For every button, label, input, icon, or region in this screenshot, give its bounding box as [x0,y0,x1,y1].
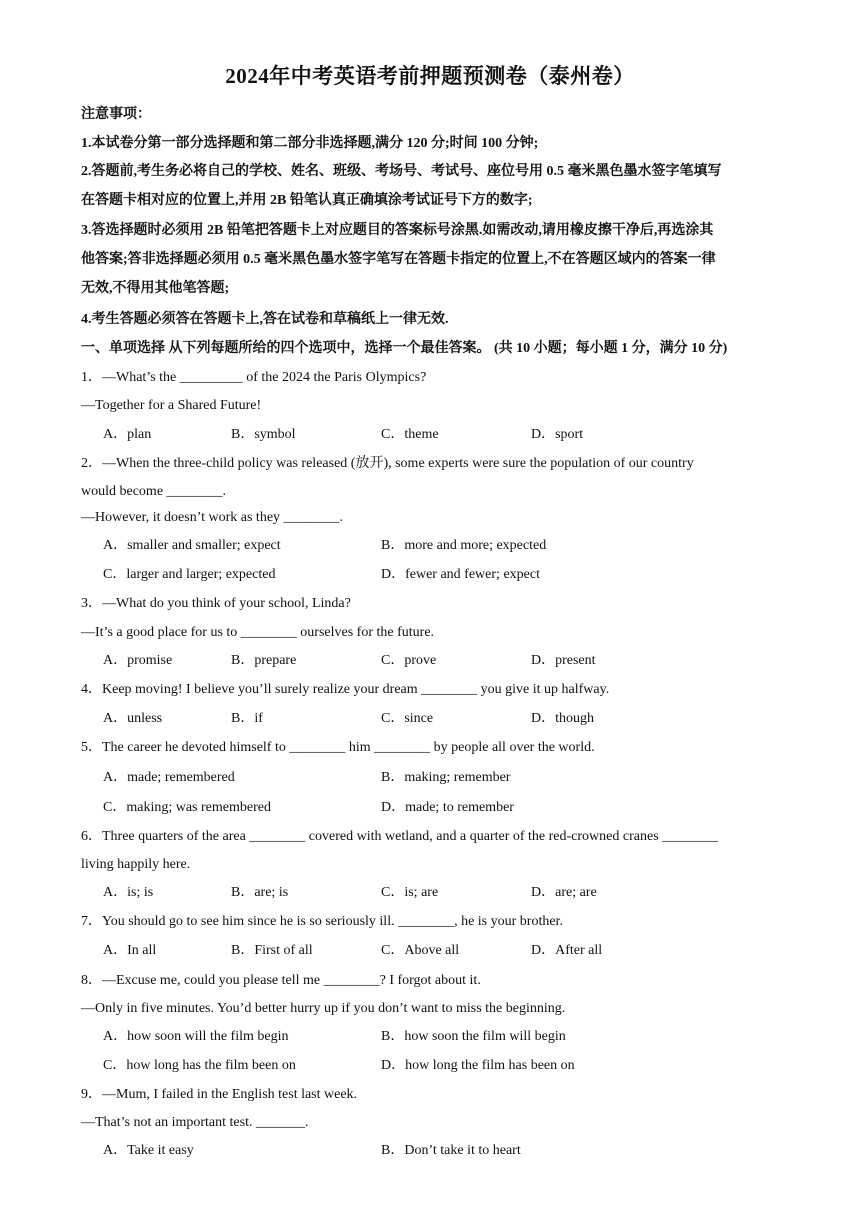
section-heading: 一、单项选择 从下列每题所给的四个选项中，选择一个最佳答案。 (共 10 小题；每小题 1 分，满分 10 分) [81,341,728,356]
question-text: 4．Keep moving! I believe you’ll surely realize your dream ________ you give it up halfway. [81,682,610,697]
option-d: D．made; to remember [381,800,514,815]
question-text: —However, it doesn’t work as they ________. [81,510,344,525]
notice-line: 4.考生答题必须答在答题卡上,答在试卷和草稿纸上一律无效. [81,312,449,327]
option-b: B．symbol [231,427,296,442]
notice-heading: 注意事项： [81,107,151,122]
notice-line: 他答案;答非选择题必须用 0.5 毫米黑色墨水签字笔写在答题卡指定的位置上,不在答题区域内的答案一律 [81,252,716,267]
question-text: 7．You should go to see him since he is so seriously ill. ________, he is your brother. [81,914,563,929]
option-b: B．how soon the film will begin [381,1029,566,1044]
option-d: D．are; are [531,885,597,900]
option-b: B．Don’t take it to heart [381,1143,521,1158]
option-b: B．First of all [231,943,313,958]
question-text: 5．The career he devoted himself to ________ him ________ by people all over the world. [81,740,595,755]
option-d: D．present [531,653,596,668]
option-b: B．are; is [231,885,289,900]
option-c: C．theme [381,427,439,442]
notice-line: 1.本试卷分第一部分选择题和第二部分非选择题,满分 120 分;时间 100 分钟; [81,136,539,151]
option-a: A．how soon will the film begin [103,1029,289,1044]
option-c: C．how long has the film been on [103,1058,296,1073]
option-c: C．making; was remembered [103,800,271,815]
option-c: C．prove [381,653,437,668]
question-text: 1．—What’s the _________ of the 2024 the Paris Olympics? [81,370,427,385]
page-title: 2024年中考英语考前押题预测卷（泰州卷） [225,64,635,88]
option-b: B．more and more; expected [381,538,547,553]
option-c: C．since [381,711,434,726]
option-b: B．if [231,711,263,726]
question-text: —That’s not an important test. _______. [81,1115,309,1130]
option-d: D．fewer and fewer; expect [381,567,540,582]
notice-line: 3.答选择题时必须用 2B 铅笔把答题卡上对应题目的答案标号涂黑.如需改动,请用橡皮擦干净后,再选涂其 [81,223,714,238]
question-text: —It’s a good place for us to ________ ourselves for the future. [81,625,435,640]
notice-line: 2.答题前,考生务必将自己的学校、姓名、班级、考场号、考试号、座位号用 0.5 毫米黑色墨水签字笔填写 [81,164,722,179]
option-b: B．prepare [231,653,297,668]
option-a: A．plan [103,427,152,442]
question-text: 8．—Excuse me, could you please tell me ________? I forgot about it. [81,973,481,988]
option-a: A．smaller and smaller; expect [103,538,281,553]
option-b: B．making; remember [381,770,511,785]
option-c: C．larger and larger; expected [103,567,276,582]
option-a: A．Take it easy [103,1143,194,1158]
option-d: D．sport [531,427,584,442]
question-text: —Together for a Shared Future! [81,398,262,413]
question-text: 2．—When the three-child policy was released (放开), some experts were sure the population of our country [81,456,694,471]
question-text: 3．—What do you think of your school, Linda? [81,596,351,611]
option-d: D．how long the film has been on [381,1058,575,1073]
option-a: A．promise [103,653,173,668]
question-text: would become ________. [81,484,227,499]
question-text: 9．—Mum, I failed in the English test last week. [81,1087,358,1102]
question-text: living happily here. [81,857,191,872]
question-text: —Only in five minutes. You’d better hurry up if you don’t want to miss the beginning. [81,1001,566,1016]
question-text: 6．Three quarters of the area ________ covered with wetland, and a quarter of the red-crowned cranes ________ [81,829,719,844]
notice-line: 无效,不得用其他笔答题; [81,281,230,296]
option-a: A．unless [103,711,163,726]
notice-line: 在答题卡相对应的位置上,并用 2B 铅笔认真正确填涂考试证号下方的数字; [81,193,533,208]
option-a: A．made; remembered [103,770,235,785]
option-d: D．though [531,711,594,726]
option-a: A．is; is [103,885,154,900]
option-c: C．Above all [381,943,460,958]
option-c: C．is; are [381,885,439,900]
option-a: A．In all [103,943,157,958]
option-d: D．After all [531,943,603,958]
